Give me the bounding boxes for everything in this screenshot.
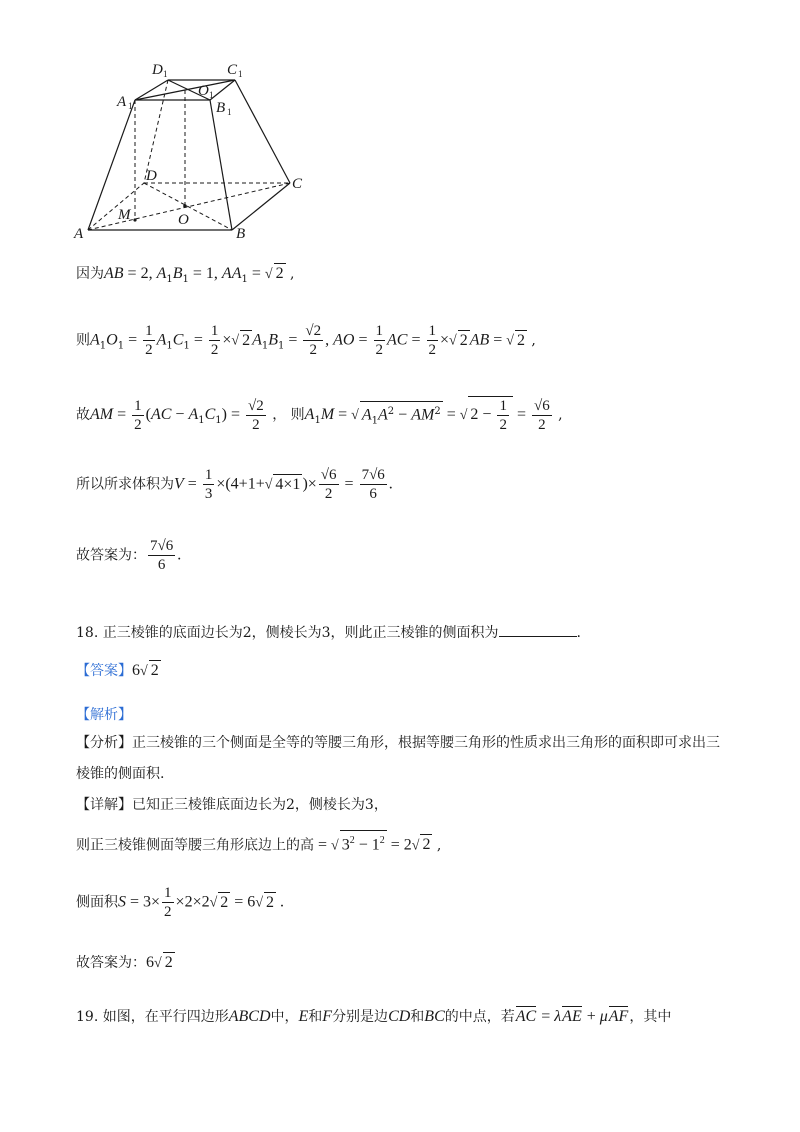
frustum-figure xyxy=(72,58,342,243)
q18-height-line: 则正三棱锥侧面等腰三角形底边上的高 = √ $3^2 - 1^2 = 2√$ 2 , xyxy=(76,830,441,856)
label-O: O xyxy=(178,212,189,228)
answer-blank xyxy=(499,622,577,637)
analysis-tag: 【解析】 xyxy=(76,707,132,723)
label-A: A xyxy=(74,226,84,242)
q18-area-line: 侧面积S = 3× $\frac{1}{2}$ ×2×2√ 2 = 6√ 2 . xyxy=(76,885,284,920)
label-D1: D xyxy=(152,62,163,78)
label-D: D xyxy=(146,168,157,184)
q17-then-line: 则$A_1O_1$ = $\frac{1}{2}$ $A_1C_1$ = $\frac{1}{2}$ ×√ 2 $A_1B_1$ = $\frac{√2}{2}$ , AO = $\frac{1}{2}$ AC = $\frac{1}{2}$ ×√ 2 AB = √ 2 , xyxy=(76,323,536,358)
q18-question: 18. 正三棱锥的底面边长为2，侧棱长为3，则此正三棱锥的侧面积为 . xyxy=(76,622,581,643)
q18-answer-final-line: 故答案为：6√ 2 xyxy=(76,954,173,971)
label-O1: O xyxy=(198,83,209,99)
q18-answer-line: 【答案】6√ 2 xyxy=(76,662,159,679)
label-C1: C xyxy=(227,62,238,78)
q18-analysis-tag-line xyxy=(76,705,132,725)
answer-tag: 【答案】 xyxy=(76,663,132,679)
q17-answer-line: 故答案为： $\frac{7√6}{6}$ . xyxy=(76,538,182,573)
q17-because-line: 因为AB = 2, $A_1B_1 = 1$, $AA_1$ = √ 2 , xyxy=(76,265,295,285)
label-C: C xyxy=(292,176,303,192)
label-B1-sub: 1 xyxy=(227,107,232,117)
label-O1-sub: 1 xyxy=(209,90,214,100)
label-C1-sub: 1 xyxy=(238,69,243,79)
q17-volume-line: 所以所求体积为V = $\frac{1}{3}$ ×(4+1+√ 4×1 )× $\frac{√6}{2}$ = $\frac{7√6}{6}$ . xyxy=(76,467,393,502)
q17-so-line: 故AM = $\frac{1}{2}$ $(AC - A_1C_1)$ = $\frac{√2}{2}$ ， 则$A_1M$ = √ $A_1A^2 - AM^2$ = √ 2 − $\frac{1}{2}$ = $\frac{√6}{2}$ , xyxy=(76,397,563,433)
q19-question: 19. 如图，在平行四边形ABCD中，E和F分别是边CD和BC的中点，若AC = λAE + μAF，其中 xyxy=(76,1008,672,1025)
label-B1: B xyxy=(216,100,226,116)
label-D1-sub: 1 xyxy=(163,69,168,79)
label-M: M xyxy=(118,207,131,223)
q18-fenxi-line-2: 棱锥的侧面积. xyxy=(76,766,165,782)
q18-xiangjie-line: 【详解】已知正三棱锥底面边长为2，侧棱长为3， xyxy=(76,797,388,813)
q18-fenxi-line-1: 【分析】正三棱锥的三个侧面是全等的等腰三角形，根据等腰三角形的性质求出三角形的面积即可求出三 xyxy=(76,735,720,751)
label-B: B xyxy=(236,226,246,242)
label-A1: A xyxy=(117,94,127,110)
label-A1-sub: 1 xyxy=(128,101,133,111)
